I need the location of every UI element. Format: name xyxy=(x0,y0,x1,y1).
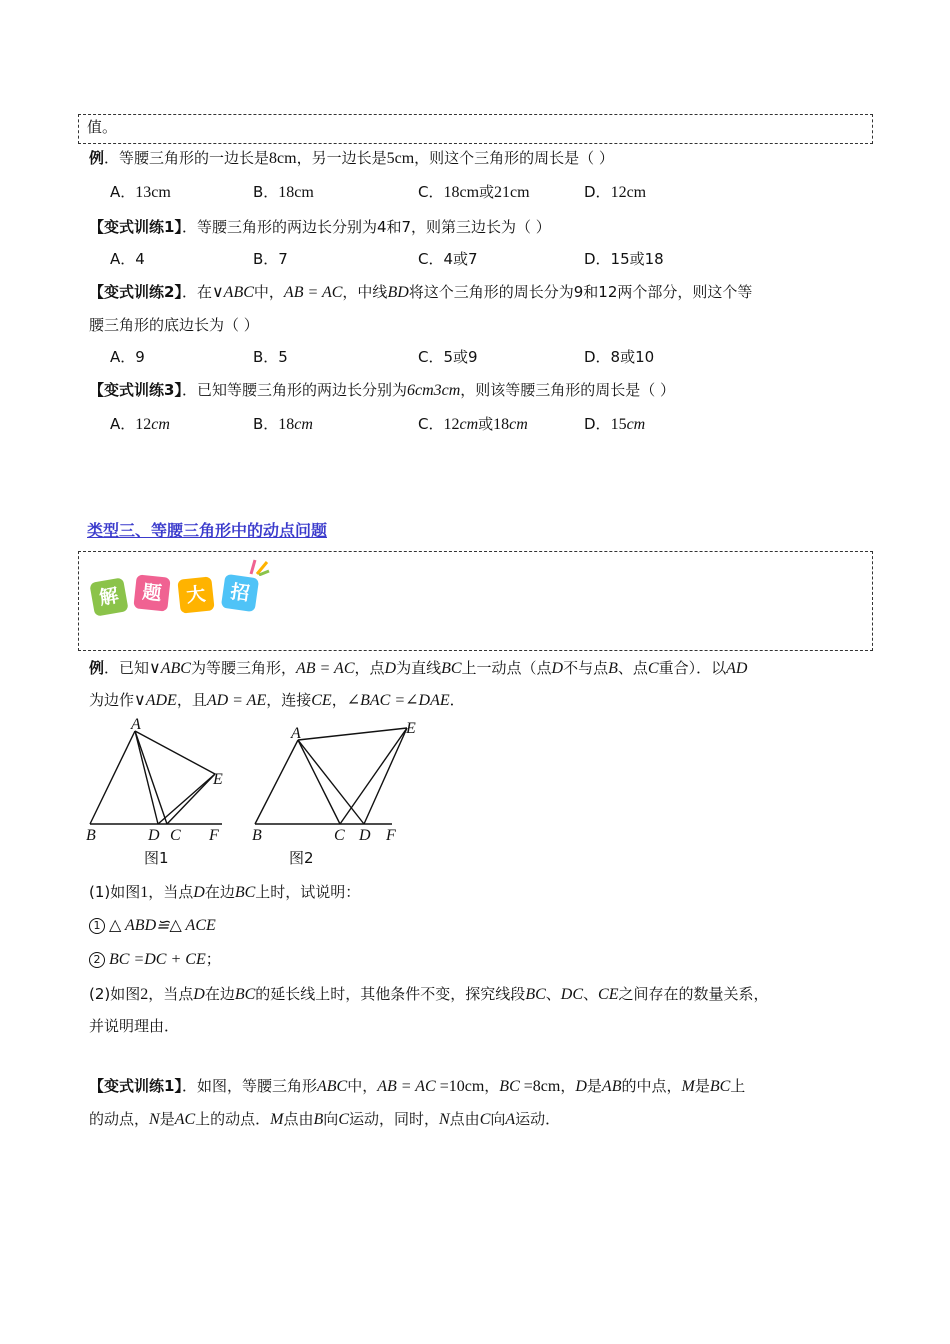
variant-1-stem: 【变式训练1】．等腰三角形的两边长分别为4和7，则第三边长为（ ） xyxy=(89,218,551,236)
option-a: A．13cm xyxy=(110,183,171,201)
top-box-text: 值。 xyxy=(87,118,118,136)
option-c: C．5或9 xyxy=(418,348,478,366)
option-b: B．7 xyxy=(253,250,288,268)
badge-1: 解 xyxy=(89,577,128,616)
circled-number: 1 xyxy=(89,918,105,934)
fig2-label-e: E xyxy=(406,720,416,737)
variant-4-stem-line2: 的动点，N是AC上的动点．M点由B向C运动，同时，N点由C向A运动． xyxy=(89,1110,561,1128)
option-b: B．5 xyxy=(253,348,288,366)
method-box-top xyxy=(78,114,873,144)
question-1-part-1: 1 △ ABD≌△ ACE xyxy=(89,915,216,936)
variant-2-stem-line2: 腰三角形的底边长为（ ） xyxy=(89,316,259,334)
option-b: B．18cm xyxy=(253,415,313,433)
option-b: B．18cm xyxy=(253,183,314,201)
badge-4: 招 xyxy=(221,574,259,612)
fig2-label-b: B xyxy=(252,827,262,844)
fig2-label-d: D xyxy=(359,827,371,844)
fig2-label-c: C xyxy=(334,827,345,844)
option-a: A．12cm xyxy=(110,415,170,433)
question-2-line2: 并说明理由． xyxy=(89,1017,180,1035)
question-2: (2)如图2，当点D在边BC的延长线上时，其他条件不变，探究线段BC、DC、CE之间存在的数量关系， xyxy=(89,985,769,1003)
option-d: D．15或18 xyxy=(584,250,664,268)
option-a: A．4 xyxy=(110,250,145,268)
fig1-label-c: C xyxy=(170,827,181,844)
badge-3: 大 xyxy=(177,576,214,613)
fig2-caption: 图2 xyxy=(289,849,314,867)
example-2-stem: 例．已知∨ABC为等腰三角形，AB = AC，点D为直线BC上一动点（点D不与点B、点C重合）．以AD xyxy=(89,659,748,677)
figure-1 xyxy=(90,731,222,824)
option-c: C．18cm或21cm xyxy=(418,183,530,201)
section-title[interactable]: 类型三、等腰三角形中的动点问题 xyxy=(87,521,328,540)
variant-3-stem: 【变式训练3】．已知等腰三角形的两边长分别为6cm3cm，则该等腰三角形的周长是（ ） xyxy=(89,381,676,399)
option-d: D．15cm xyxy=(584,415,646,433)
geometry-figures xyxy=(80,716,420,872)
circled-number: 2 xyxy=(89,952,105,968)
sparkle-icon xyxy=(247,556,271,576)
example-2-stem-line2: 为边作∨ADE，且AD = AE，连接CE，∠BAC =∠DAE． xyxy=(89,691,465,709)
fig1-label-f: F xyxy=(209,827,219,844)
option-d: D．12cm xyxy=(584,183,647,201)
fig1-label-d: D xyxy=(148,827,160,844)
option-c: C．12cm或18cm xyxy=(418,415,528,433)
fig1-label-b: B xyxy=(86,827,96,844)
figure-2 xyxy=(255,728,407,824)
question-1-part-2: 2 BC =DC + CE； xyxy=(89,949,221,970)
option-d: D．8或10 xyxy=(584,348,655,366)
fig2-label-f: F xyxy=(386,827,396,844)
option-a: A．9 xyxy=(110,348,145,366)
example-label: 例 xyxy=(89,149,105,167)
variant-2-stem: 【变式训练2】．在∨ABC中，AB = AC，中线BD将这个三角形的周长分为9和12两个部分，则这个等 xyxy=(89,283,753,301)
variant-4-stem: 【变式训练1】．如图，等腰三角形ABC中，AB = AC =10cm，BC =8cm，D是AB的中点，M是BC上 xyxy=(89,1077,746,1095)
option-c: C．4或7 xyxy=(418,250,478,268)
fig1-label-a: A xyxy=(131,716,141,733)
fig1-label-e: E xyxy=(213,771,223,788)
example-1-stem: 例．等腰三角形的一边长是8cm，另一边长是5cm，则这个三角形的周长是（ ） xyxy=(89,149,614,167)
fig2-label-a: A xyxy=(291,725,301,742)
question-1: (1)如图1，当点D在边BC上时，试说明： xyxy=(89,883,361,901)
fig1-caption: 图1 xyxy=(144,849,169,867)
badge-2: 题 xyxy=(133,574,170,611)
